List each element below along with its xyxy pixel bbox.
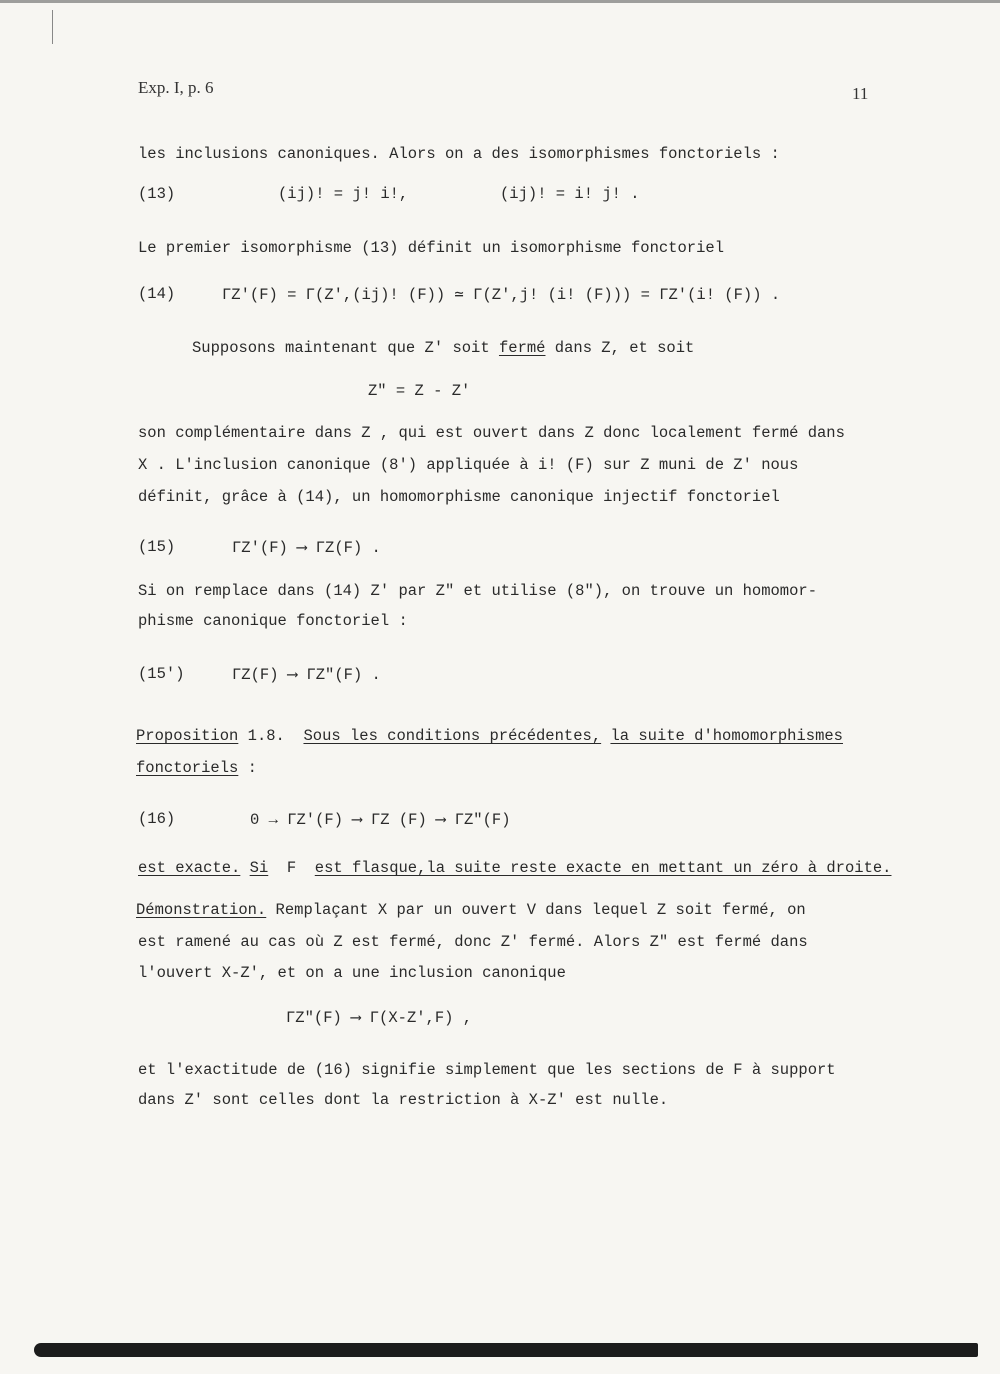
text-line xyxy=(136,902,806,919)
text-line: est ramené au cas où Z est fermé, donc Z' fermé. Alors Z" est fermé dans xyxy=(138,933,808,951)
equation-number: (14) xyxy=(138,285,176,303)
text-line: l'ouvert X-Z', et on a une inclusion canonique xyxy=(138,964,566,982)
text-line: dans Z' sont celles dont la restriction à X-Z' est nulle. xyxy=(138,1091,669,1109)
proposition-line xyxy=(136,728,843,745)
top-edge-line xyxy=(0,0,1000,3)
text-line: Le premier isomorphisme (13) définit un isomorphisme fonctoriel xyxy=(138,239,724,257)
text-segment: Supposons maintenant que Z' soit xyxy=(192,339,490,357)
text-segment: dans Z, et soit xyxy=(554,339,695,357)
text-line xyxy=(138,860,891,877)
text-line xyxy=(192,340,694,357)
equation-15: ΓZ'(F) ⟶ ΓZ(F) . xyxy=(232,539,381,557)
text-segment: F xyxy=(286,859,297,877)
equation-number: (15') xyxy=(138,665,185,683)
text-line: et l'exactitude de (16) signifie simplement que les sections de F à support xyxy=(138,1061,836,1079)
text-line: son complémentaire dans Z , qui est ouvert dans Z donc localement fermé dans xyxy=(138,424,845,442)
proposition-number: 1.8. xyxy=(247,727,285,745)
emphasis-ferme: fermé xyxy=(498,339,546,357)
demonstration-label: Démonstration. xyxy=(136,901,267,919)
proposition-line xyxy=(136,760,257,777)
running-header: Exp. I, p. 6 xyxy=(138,78,214,97)
equation-number: (16) xyxy=(138,810,176,828)
proposition-text: fonctoriels xyxy=(136,759,239,777)
text-line: définit, grâce à (14), un homomorphisme canonique injectif fonctoriel xyxy=(138,488,780,506)
equation-number: (13) xyxy=(138,185,176,203)
proposition-text: Sous les conditions précédentes, xyxy=(303,727,602,745)
text-line: X . L'inclusion canonique (8') appliquée à i! (F) sur Z muni de Z' nous xyxy=(138,456,799,474)
equation-z-double-prime: Z" = Z - Z' xyxy=(368,382,471,400)
scan-mark xyxy=(52,10,53,44)
text-segment: est flasque,la suite reste exacte en mettant un zéro à droite. xyxy=(314,859,892,877)
colon: : xyxy=(247,759,257,777)
scan-bottom-bar xyxy=(34,1343,978,1357)
equation-13b: (ij)! = i! j! . xyxy=(500,185,640,203)
page-number: 11 xyxy=(852,84,869,103)
text-line: les inclusions canoniques. Alors on a des isomorphismes fonctoriels : xyxy=(138,145,780,163)
text-segment: Remplaçant X par un ouvert V dans lequel Z soit fermé, on xyxy=(275,901,806,919)
text-segment: est exacte. xyxy=(138,859,241,877)
text-line: Si on remplace dans (14) Z' par Z" et utilise (8"), on trouve un homomor- xyxy=(138,582,818,600)
equation-14: ΓZ'(F) = Γ(Z',(ij)! (F)) ≃ Γ(Z',j! (i! (F))) = ΓZ'(i! (F)) . xyxy=(222,286,781,304)
equation-inclusion: ΓZ"(F) ⟶ Γ(X-Z',F) , xyxy=(286,1009,473,1027)
proposition-label: Proposition xyxy=(136,727,239,745)
equation-number: (15) xyxy=(138,538,176,556)
equation-13a: (ij)! = j! i!, xyxy=(278,185,409,203)
text-segment: Si xyxy=(249,859,269,877)
equation-16: 0 → ΓZ'(F) ⟶ ΓZ (F) ⟶ ΓZ"(F) xyxy=(250,811,511,829)
text-line: phisme canonique fonctoriel : xyxy=(138,612,408,630)
proposition-text: la suite d'homomorphismes xyxy=(610,727,843,745)
equation-15-prime: ΓZ(F) ⟶ ΓZ"(F) . xyxy=(232,666,381,684)
